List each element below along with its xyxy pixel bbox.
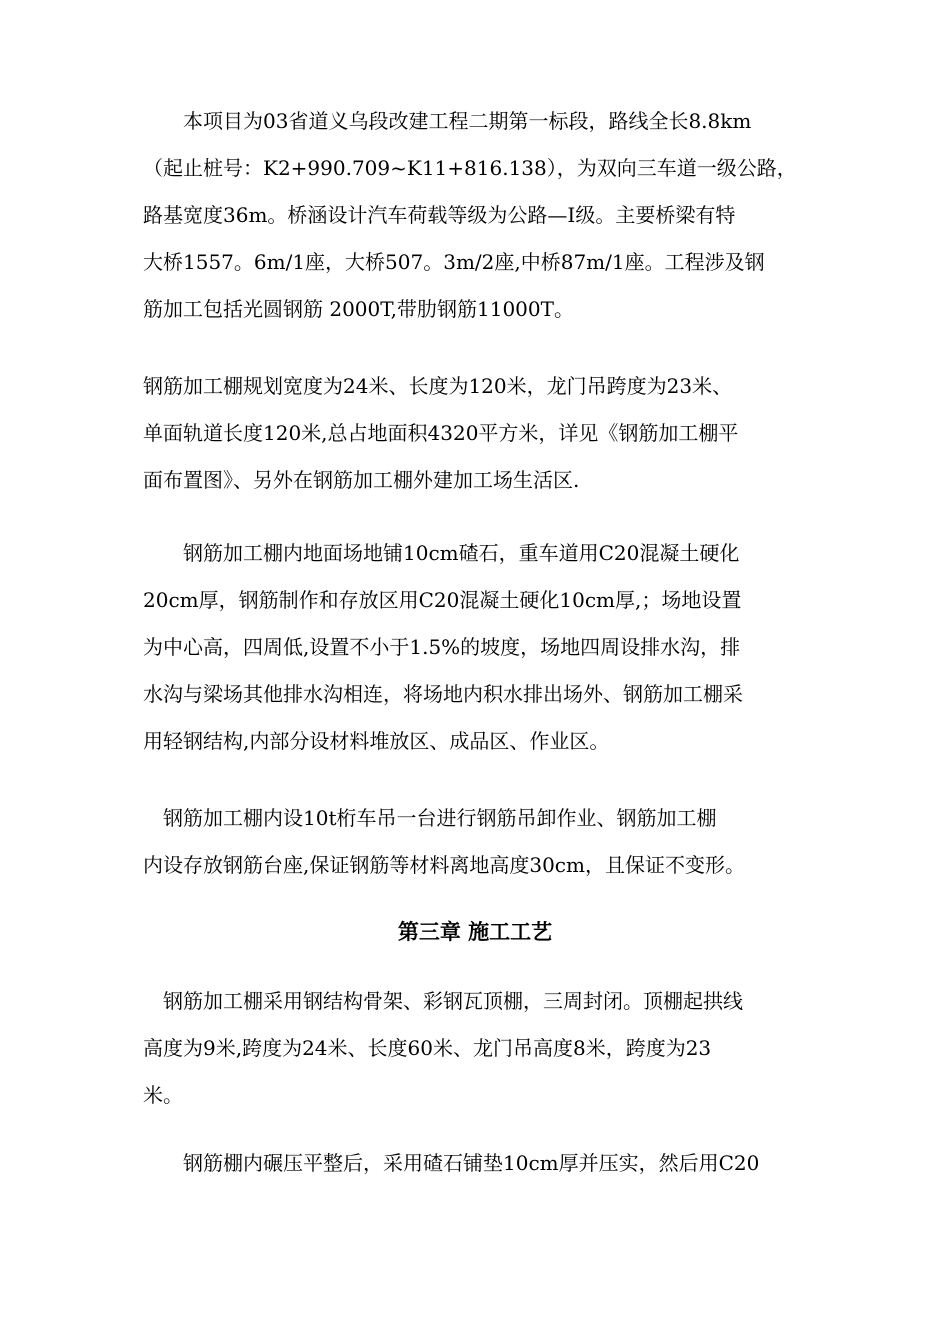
text-line: 钢筋加工棚内设10t桁车吊一台进行钢筋吊卸作业、钢筋加工棚 [143, 806, 717, 830]
paragraph-project-overview [143, 98, 815, 333]
chapter-heading: 第三章 施工工艺 [397, 919, 553, 944]
text-line: （起止桩号：K2+990.709~K11+816.138），为双向三车道一级公路， [143, 156, 797, 180]
text-line: 水沟与梁场其他排水沟相连，将场地内积水排出场外、钢筋加工棚采 [143, 682, 743, 706]
text-line: 本项目为03省道义乌段改建工程二期第一标段，路线全长8.8km [143, 109, 752, 133]
text-line: 单面轨道长度120米,总占地面积4320平方米，详见《钢筋加工棚平 [143, 421, 739, 445]
paragraph-shed-floor [143, 1140, 815, 1187]
text-line: 高度为9米,跨度为24米、长度60米、龙门吊高度8米，跨度为23 [143, 1036, 712, 1060]
text-line: 钢筋加工棚规划宽度为24米、长度为120米，龙门吊跨度为23米、 [143, 374, 733, 398]
text-line: 20cm厚，钢筋制作和存放区用C20混凝土硬化10cm厚,；场地设置 [143, 588, 742, 612]
text-line: 面布置图》、另外在钢筋加工棚外建加工场生活区. [143, 468, 580, 492]
paragraph-shed-plan [143, 363, 815, 504]
text-line: 路基宽度36m。桥涵设计汽车荷载等级为公路—Ⅰ级。主要桥梁有特 [143, 203, 736, 227]
text-line: 米。 [143, 1083, 183, 1107]
text-line: 筋加工包括光圆钢筋 2000T,带肋钢筋11000T。 [143, 297, 574, 321]
text-line: 钢筋棚内碾压平整后，采用碴石铺垫10cm厚并压实，然后用C20 [143, 1151, 760, 1175]
text-line: 为中心高，四周低,设置不小于1.5%的坡度，场地四周设排水沟，排 [143, 635, 741, 659]
paragraph-shed-structure [143, 978, 815, 1119]
text-line: 钢筋加工棚内地面场地铺10cm碴石，重车道用C20混凝土硬化 [143, 541, 740, 565]
text-line: 内设存放钢筋台座,保证钢筋等材料离地高度30cm，且保证不变形。 [143, 853, 745, 877]
text-line: 用轻钢结构,内部分设材料堆放区、成品区、作业区。 [143, 729, 610, 753]
paragraph-crane-storage [143, 795, 815, 889]
text-line: 钢筋加工棚采用钢结构骨架、彩钢瓦顶棚，三周封闭。顶棚起拱线 [143, 989, 743, 1013]
text-line: 大桥1557。6m/1座，大桥507。3m/2座,中桥87m/1座。工程涉及钢 [143, 250, 765, 274]
paragraph-site-ground [143, 530, 815, 765]
